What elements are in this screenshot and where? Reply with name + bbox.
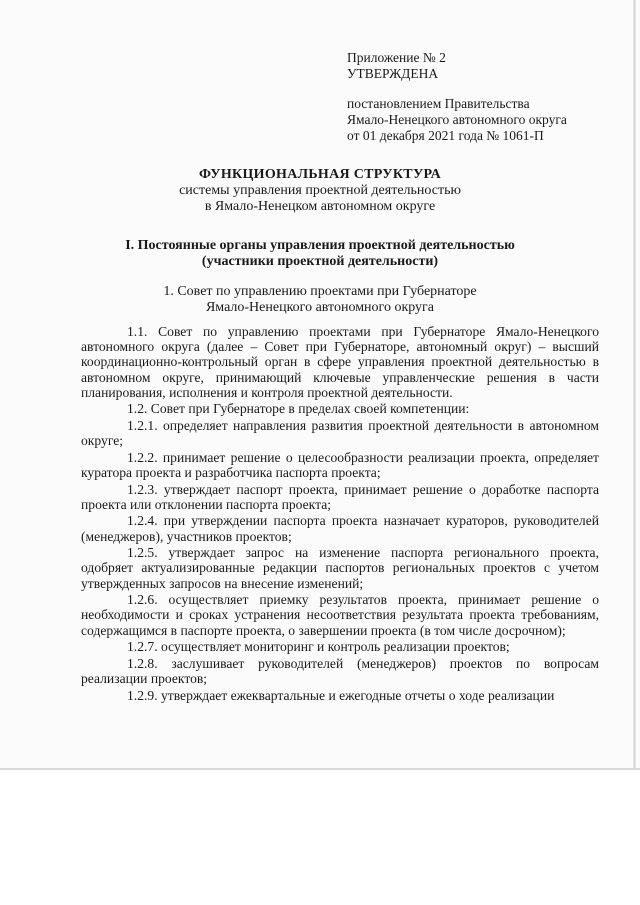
subsection-heading-line1: 1. Совет по управлению проектами при Губернаторе	[163, 284, 477, 299]
paragraph-1-1: 1.1. Совет по управлению проектами при Губернаторе Ямало-Ненецкого автономного округа (далее – Совет при Губернаторе, автономный округ) – высший координационно-контрольный орган в сфере управления проектной деятельностью в автономном округе, принимающий ключевые управленческие решения в части планирования, исполнения и контроля проектной деятельности.	[81, 324, 599, 400]
paragraph-1-2-7: 1.2.7. осуществляет мониторинг и контроль реализации проектов;	[127, 639, 510, 655]
approval-region: Ямало-Ненецкого автономного округа	[347, 112, 567, 127]
paragraph-1-2-8: 1.2.8. заслушивает руководителей (менеджеров) проектов по вопросам реализации проектов;	[81, 655, 599, 686]
paragraph-1-2-2: 1.2.2. принимает решение о целесообразности реализации проекта, определяет куратора проекта и разработчика паспорта проекта;	[81, 449, 599, 480]
paragraph-1-2-9: 1.2.9. утверждает ежеквартальные и ежегодные отчеты о ходе реализации	[127, 687, 555, 703]
paragraph-1-2-3: 1.2.3. утверждает паспорт проекта, принимает решение о доработке паспорта проекта или отклонении паспорта проекта;	[81, 481, 599, 512]
appendix-block	[347, 50, 567, 144]
approval-date-number: от 01 декабря 2021 года № 1061-П	[347, 128, 544, 143]
body-text	[81, 324, 599, 704]
approval-source: постановлением Правительства	[347, 96, 530, 111]
section-heading-line1: I. Постоянные органы управления проектной деятельностью	[125, 238, 515, 253]
paragraph-1-2-6: 1.2.6. осуществляет приемку результатов проекта, принимает решение о необходимости и сроках устранения несоответствия результата проекта требованиям, содержащимся в паспорте проекта, о завершении проекта (в том числе досрочном);	[81, 592, 599, 638]
paragraph-1-2: 1.2. Совет при Губернаторе в пределах своей компетенции:	[127, 401, 470, 417]
scan-fold-shadow	[633, 0, 636, 768]
scan-bottom-edge	[0, 768, 640, 770]
section-heading	[0, 238, 640, 270]
document-subtitle-region: в Ямало-Ненецком автономном округе	[204, 199, 436, 214]
approval-stamp: УТВЕРЖДЕНА	[347, 66, 439, 81]
document-title: ФУНКЦИОНАЛЬНАЯ СТРУКТУРА	[198, 167, 441, 182]
subsection-heading	[0, 284, 640, 316]
paragraph-1-2-1: 1.2.1. определяет направления развития проектной деятельности в автономном округе;	[81, 418, 599, 449]
spacer	[347, 82, 567, 96]
paragraph-1-2-5: 1.2.5. утверждает запрос на изменение паспорта регионального проекта, одобряет актуализированные редакции паспортов региональных проектов с учетом утвержденных запросов на внесение изменений;	[81, 545, 599, 591]
document-title-block	[0, 167, 640, 215]
paragraph-1-2-4: 1.2.4. при утверждении паспорта проекта назначает кураторов, руководителей (менеджеров), участников проектов;	[81, 513, 599, 544]
section-heading-line2: (участники проектной деятельности)	[201, 254, 439, 269]
document-subtitle: системы управления проектной деятельностью	[179, 183, 461, 198]
subsection-heading-line2: Ямало-Ненецкого автономного округа	[205, 300, 435, 315]
appendix-number: Приложение № 2	[347, 50, 446, 65]
